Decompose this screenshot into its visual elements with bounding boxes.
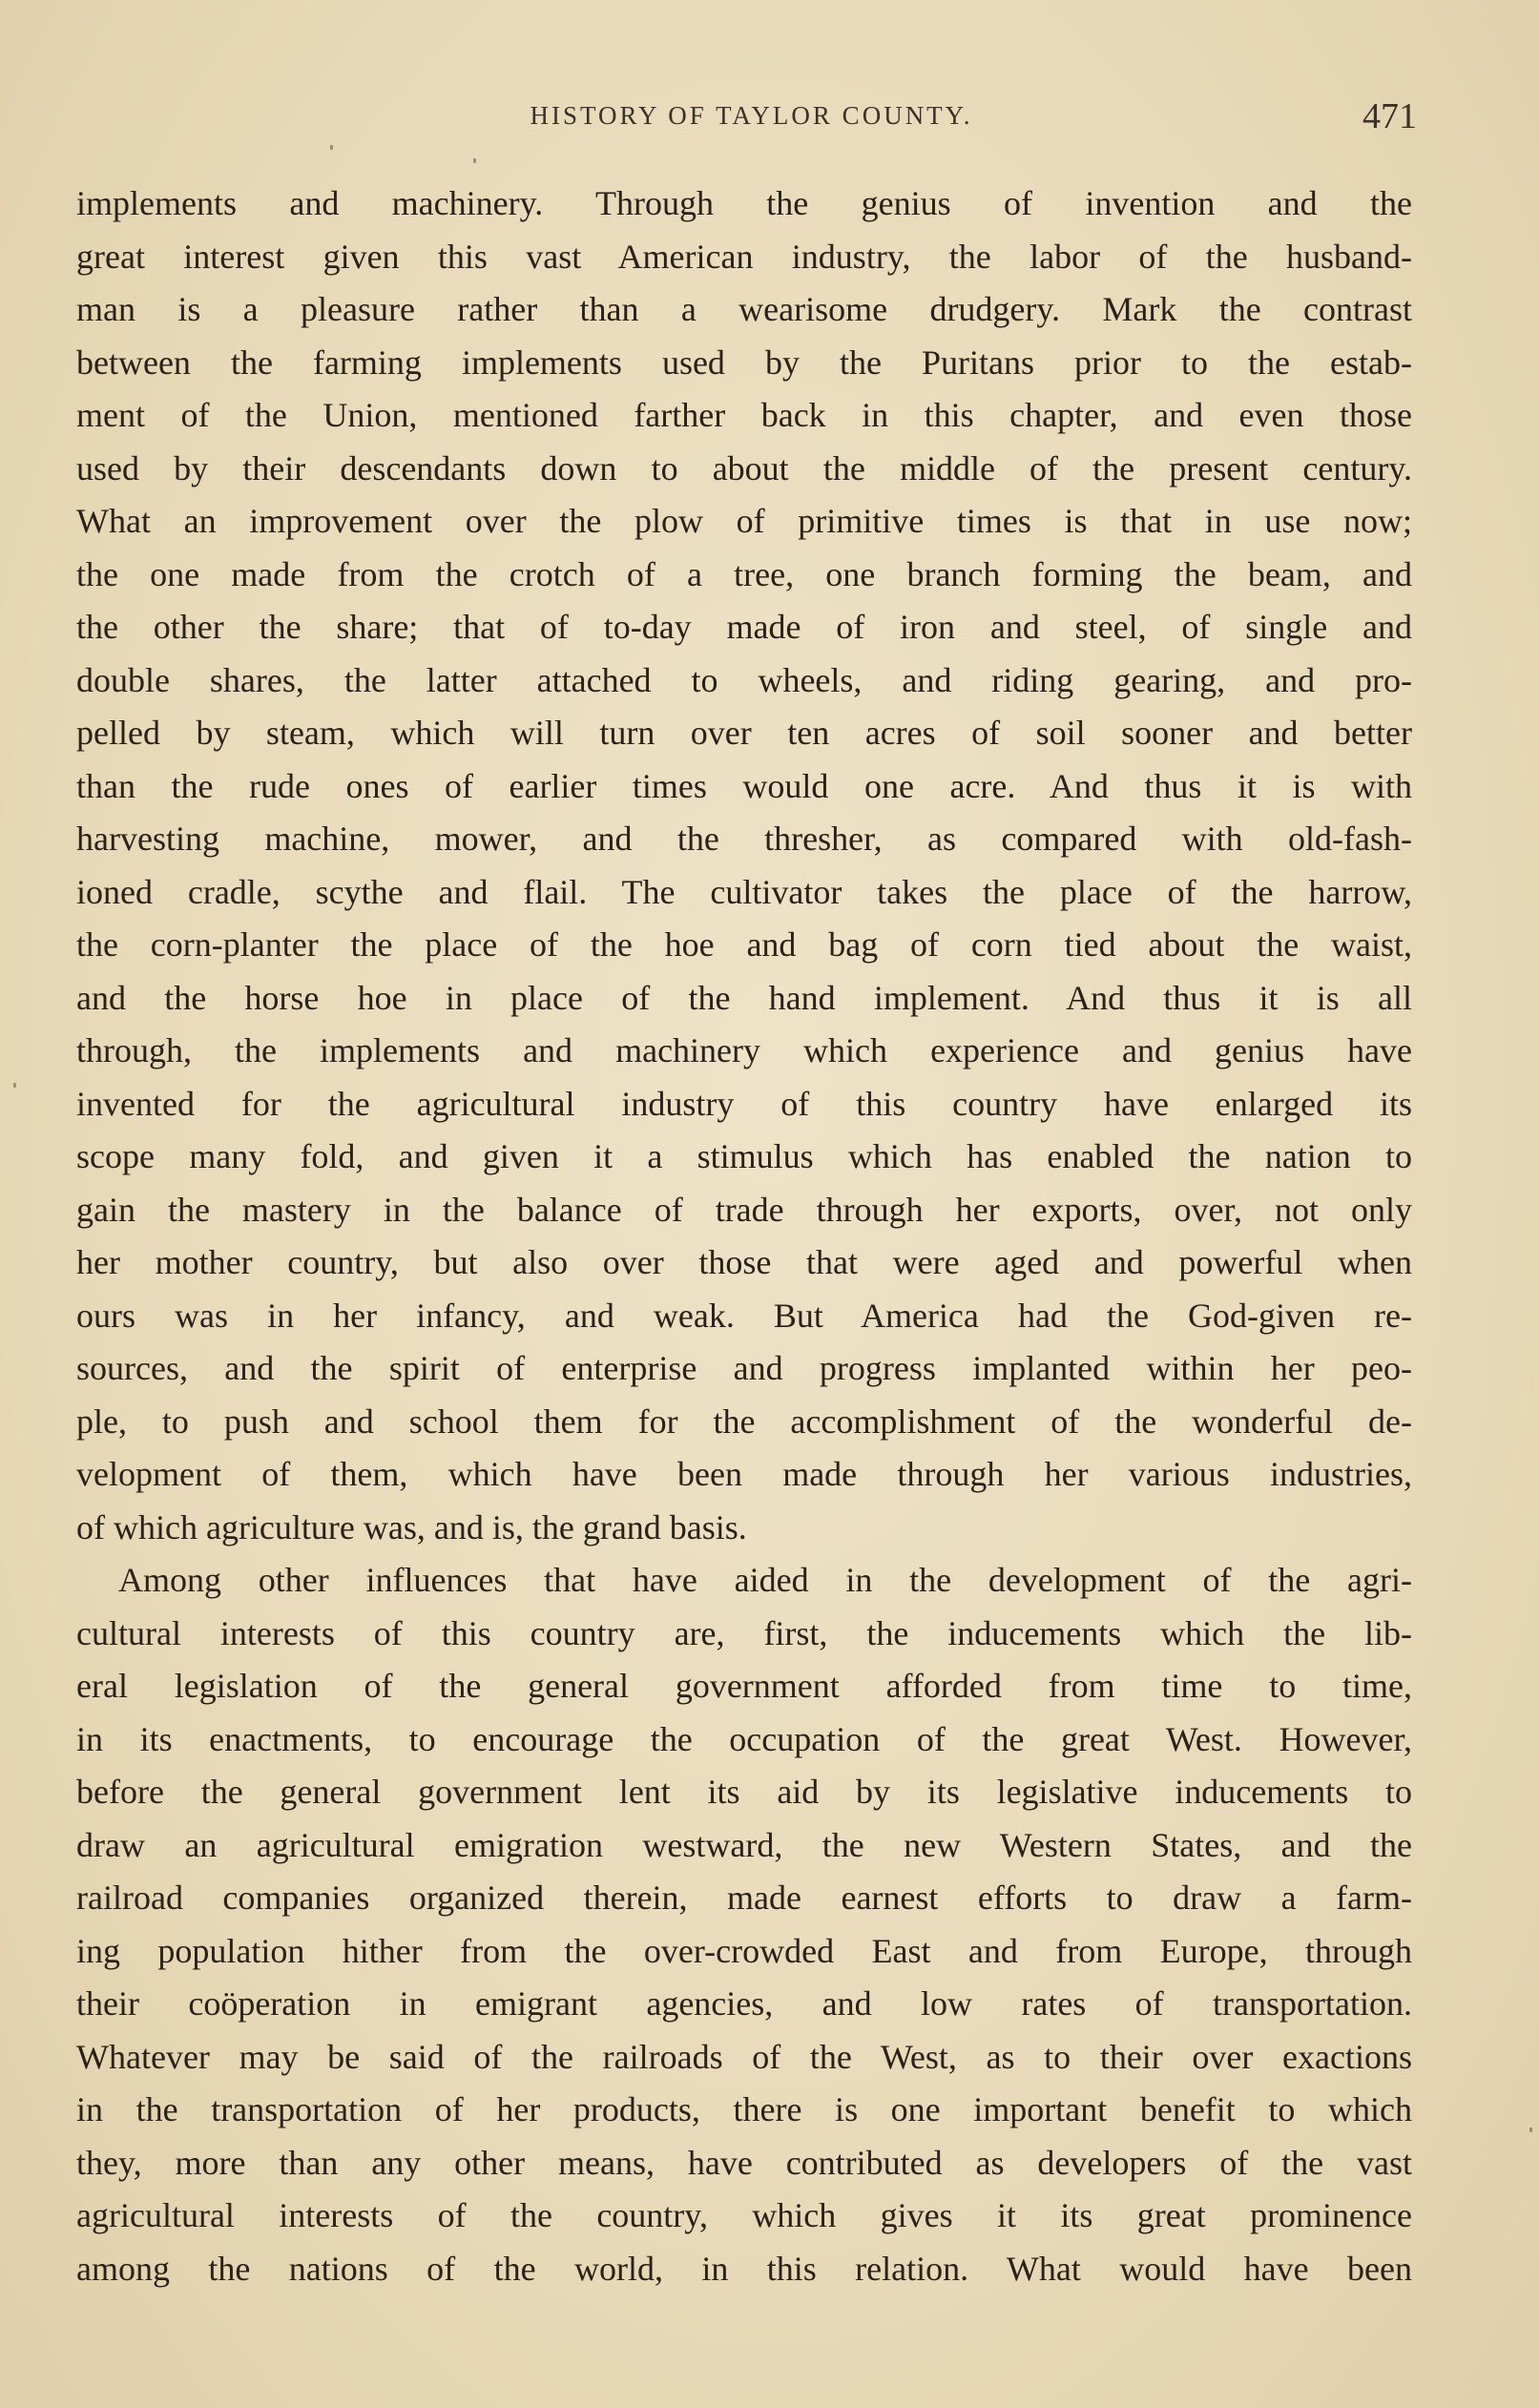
running-head: HISTORY OF TAYLOR COUNTY. <box>530 101 973 130</box>
text-line: sources, and the spirit of enterprise and progress implanted within her peo- <box>76 1349 1412 1387</box>
text-line: the other the share; that of to-day made of iron and steel, of single and <box>76 608 1412 646</box>
text-line: ple, to push and school them for the accomplishment of the wonderful de- <box>76 1401 1412 1441</box>
text-line: What an improvement over the plow of primitive times is that in use now; <box>76 502 1412 540</box>
text-line: eral legislation of the general government afforded from time to time, <box>76 1667 1412 1705</box>
text-line: double shares, the latter attached to wheels, and riding gearing, and pro- <box>76 660 1412 699</box>
text-line: in the transportation of her products, there is one important benefit to which <box>76 2090 1412 2128</box>
text-line: railroad companies organized therein, made earnest efforts to draw a farm- <box>76 1879 1412 1917</box>
text-line: great interest given this vast American industry, the labor of the husband- <box>76 237 1412 276</box>
page-number: 471 <box>1362 96 1417 136</box>
page-header <box>76 95 1426 143</box>
text-line: gain the mastery in the balance of trade through her exports, over, not only <box>76 1190 1412 1229</box>
text-line: they, more than any other means, have contributed as developers of the vast <box>76 2143 1412 2182</box>
print-speck <box>13 1083 16 1088</box>
text-line: the corn-planter the place of the hoe and bag of corn tied about the waist, <box>76 925 1412 964</box>
text-line: velopment of them, which have been made through her various industries, <box>76 1455 1412 1493</box>
text-line: her mother country, but also over those that were aged and powerful when <box>76 1243 1412 1281</box>
paragraph-1 <box>76 177 1412 1554</box>
text-line: agricultural interests of the country, which gives it its great prominence <box>76 2196 1412 2234</box>
text-line: ment of the Union, mentioned farther back in this chapter, and even those <box>76 396 1412 434</box>
text-line: ours was in her infancy, and weak. But America had the God-given re- <box>76 1296 1412 1335</box>
text-line: of which agriculture was, and is, the grand basis. <box>76 1507 747 1547</box>
text-line: cultural interests of this country are, first, the inducements which the lib- <box>76 1613 1412 1652</box>
text-line: man is a pleasure rather than a wearisome drudgery. Mark the contrast <box>76 290 1412 328</box>
text-line: pelled by steam, which will turn over ten acres of soil sooner and better <box>76 714 1412 752</box>
paragraph-2 <box>76 1554 1412 2295</box>
text-line: harvesting machine, mower, and the thresher, as compared with old-fash- <box>76 820 1412 858</box>
text-line: ioned cradle, scythe and flail. The cultivator takes the place of the harrow, <box>76 872 1412 911</box>
text-line: scope many fold, and given it a stimulus which has enabled the nation to <box>76 1137 1412 1175</box>
print-speck <box>473 158 476 163</box>
text-line: in its enactments, to encourage the occupation of the great West. However, <box>76 1719 1412 1758</box>
text-line: before the general government lent its aid by its legislative inducements to <box>76 1773 1412 1811</box>
text-line: through, the implements and machinery which experience and genius have <box>76 1031 1412 1069</box>
text-line: implements and machinery. Through the genius of invention and the <box>76 184 1412 222</box>
text-line: invented for the agricultural industry of this country have enlarged its <box>76 1084 1412 1123</box>
text-line: the one made from the crotch of a tree, one branch forming the beam, and <box>76 554 1412 593</box>
text-line: among the nations of the world, in this relation. What would have been <box>76 2249 1412 2288</box>
text-line: Among other influences that have aided in the development of the agri- <box>118 1561 1412 1599</box>
print-speck <box>1529 2128 1532 2132</box>
text-line: between the farming implements used by the Puritans prior to the estab- <box>76 343 1412 382</box>
text-line: and the horse hoe in place of the hand implement. And thus it is all <box>76 978 1412 1017</box>
print-speck <box>330 145 333 150</box>
text-line: than the rude ones of earlier times would one acre. And thus it is with <box>76 766 1412 805</box>
text-line: ing population hither from the over-crowded East and from Europe, through <box>76 1931 1412 1970</box>
text-line: draw an agricultural emigration westward, the new Western States, and the <box>76 1825 1412 1864</box>
text-line: used by their descendants down to about the middle of the present century. <box>76 448 1412 488</box>
text-line: Whatever may be said of the railroads of the West, as to their over exactions <box>76 2037 1412 2076</box>
body-text <box>76 177 1412 2295</box>
text-line: their coöperation in emigrant agencies, and low rates of transportation. <box>76 1984 1412 2023</box>
